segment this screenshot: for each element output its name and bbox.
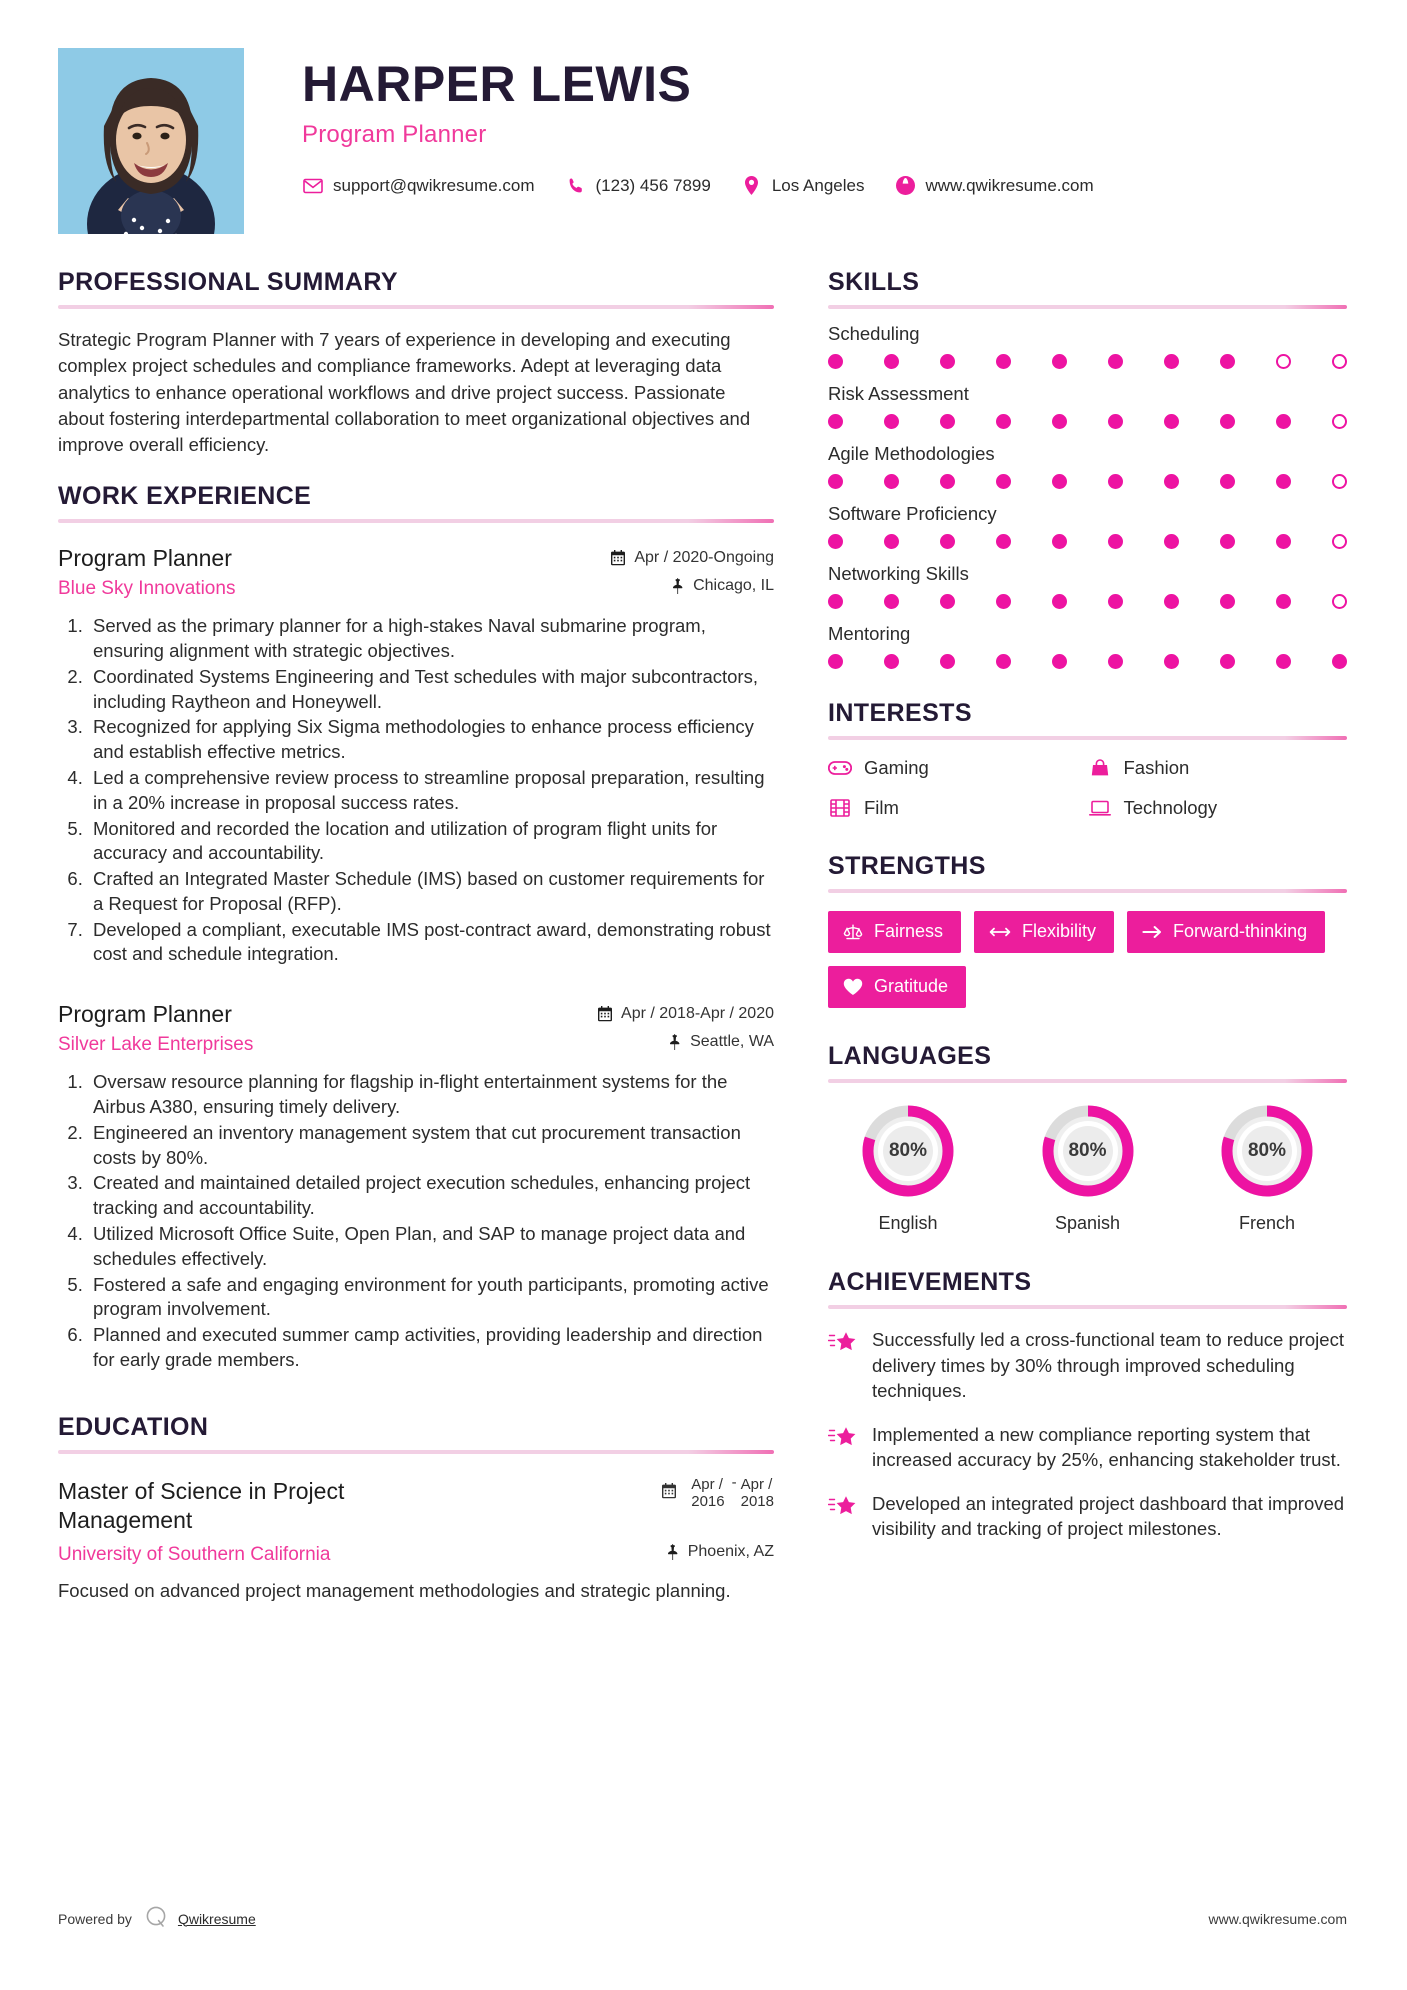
section-divider (828, 736, 1347, 740)
section-languages (828, 1042, 1347, 1234)
strength-label: Gratitude (874, 976, 949, 996)
achievements-list (828, 1327, 1347, 1542)
section-skills (828, 268, 1347, 669)
bullet-item: 2. Coordinated Systems Engineering and Test schedules with major subcontractors, including Raytheon and Honeywell. (88, 665, 774, 715)
section-interests (828, 699, 1347, 820)
achievement-text: Successfully led a cross-functional team to reduce project delivery times by 30% through improved scheduling techniques. (872, 1329, 1344, 1402)
strengths-heading: STRENGTHS (828, 852, 986, 880)
work-dates (597, 1005, 774, 1023)
skill-rating-dots (828, 474, 1347, 489)
work-job-title: Program Planner (58, 545, 232, 572)
skill-dot-filled (828, 654, 843, 669)
skill-row (828, 623, 1347, 669)
bullet-item: 7. Developed a compliant, executable IMS post-contract award, demonstrating robust cost and schedule integration. (88, 918, 774, 968)
left-column (58, 268, 828, 1628)
skill-dot-filled (1276, 534, 1291, 549)
handbag-icon (1088, 756, 1112, 780)
contact-website[interactable] (894, 175, 1093, 197)
skill-dot-filled (996, 354, 1011, 369)
section-divider (58, 519, 774, 523)
page-title: HARPER LEWIS (302, 56, 692, 112)
pin-icon (668, 1034, 682, 1050)
skill-dot-filled (828, 414, 843, 429)
achievement-text: Implemented a new compliance reporting system that increased accuracy by 25%, enhancing stakeholder trust. (872, 1423, 1341, 1471)
right-column (828, 268, 1347, 1566)
star-icon (828, 1491, 862, 1542)
skill-dot-filled (1220, 594, 1235, 609)
skill-dot-filled (1108, 534, 1123, 549)
skill-dot-filled (940, 414, 955, 429)
contact-row (302, 175, 1347, 197)
laptop-icon (1088, 796, 1112, 820)
strength-label: Forward-thinking (1173, 921, 1308, 941)
bullet-item: 4. Led a comprehensive review process to streamline proposal preparation, resulting in a 20% increase in proposal success rates. (88, 766, 774, 816)
skill-rating-dots (828, 354, 1347, 369)
skill-dot-filled (884, 354, 899, 369)
header-text-block (244, 48, 1347, 197)
skill-rating-dots (828, 594, 1347, 609)
skill-dot-filled (996, 594, 1011, 609)
strength-label: Fairness (874, 921, 944, 941)
skill-dot-filled (884, 534, 899, 549)
qwikresume-link[interactable]: Qwikresume (177, 1910, 256, 1927)
skill-rating-dots (828, 414, 1347, 429)
languages-list (828, 1101, 1347, 1234)
skill-dot-filled (1276, 654, 1291, 669)
bullet-item: 1. Served as the primary planner for a high-stakes Naval submarine program, ensuring alignment with strategic objectives. (88, 614, 774, 664)
qwikresume-logo-icon (144, 1905, 168, 1932)
skill-dot-filled (940, 354, 955, 369)
contact-website-text: www.qwikresume.com (925, 175, 1094, 195)
skill-dot-filled (1220, 414, 1235, 429)
skills-heading: SKILLS (828, 268, 920, 296)
section-professional-summary (58, 268, 774, 458)
skill-dot-empty (1332, 594, 1347, 609)
summary-heading: PROFESSIONAL SUMMARY (58, 268, 398, 296)
skill-row (828, 323, 1347, 369)
work-location-text: Chicago, IL (693, 577, 774, 595)
skill-row (828, 443, 1347, 489)
language-name: French (1238, 1213, 1296, 1233)
language-name: English (878, 1213, 938, 1233)
skill-dot-filled (884, 654, 899, 669)
work-company: Blue Sky Innovations (58, 578, 236, 600)
skill-dot-filled (884, 474, 899, 489)
bullet-item: 1. Oversaw resource planning for flagship in-flight entertainment systems for the Airbus A380, ensuring timely delivery. (88, 1070, 774, 1120)
work-bullet-list (58, 614, 774, 967)
skill-dot-filled (1052, 354, 1067, 369)
skill-dot-filled (828, 594, 843, 609)
strength-label: Flexibility (1022, 921, 1097, 941)
skill-dot-filled (1108, 474, 1123, 489)
interest-fashion (1088, 756, 1348, 780)
skill-label: Scheduling (828, 323, 920, 344)
skill-dot-filled (940, 534, 955, 549)
calendar-icon (661, 1483, 677, 1504)
summary-text: Strategic Program Planner with 7 years of experience in developing and executing complex project schedules and compliance frameworks. Adept at leveraging data analytics to enhance operational workflows and drive project success. Passionate about fostering interdepartmental collaboration to meet organizational objectives and improve overall efficiency. (58, 329, 751, 456)
language-donut-chart (1038, 1101, 1138, 1201)
skill-dot-filled (1108, 414, 1123, 429)
skill-rating-dots (828, 534, 1347, 549)
bullet-item: 5. Fostered a safe and engaging environment for youth participants, promoting active program involvement. (88, 1273, 774, 1323)
bullet-item: 3. Created and maintained detailed project execution schedules, enhancing project tracking and accountability. (88, 1171, 774, 1221)
job-role-subtitle: Program Planner (302, 120, 487, 148)
section-education (58, 1413, 774, 1605)
work-location-text: Seattle, WA (690, 1033, 774, 1051)
skill-row (828, 563, 1347, 609)
skill-dot-filled (1220, 354, 1235, 369)
bullet-item: 3. Recognized for applying Six Sigma methodologies to enhance process efficiency and establish effective metrics. (88, 715, 774, 765)
work-heading: WORK EXPERIENCE (58, 482, 312, 511)
education-end-date (741, 1476, 774, 1511)
bullet-item: 4. Utilized Microsoft Office Suite, Open Plan, and SAP to manage project data and schedules effectively. (88, 1222, 774, 1272)
pin-icon (666, 1544, 680, 1560)
strength-chip-forward-thinking (1127, 911, 1325, 953)
skill-label: Risk Assessment (828, 383, 969, 404)
education-description: Focused on advanced project management methodologies and strategic planning. (58, 1580, 731, 1602)
footer-website: www.qwikresume.com (1208, 1910, 1347, 1927)
language-percent: 80% (1068, 1140, 1107, 1161)
skill-dot-filled (828, 474, 843, 489)
work-dates (610, 549, 774, 567)
skill-dot-filled (884, 594, 899, 609)
star-icon (828, 1422, 862, 1473)
education-end-month: Apr / (740, 1475, 773, 1493)
skill-dot-filled (1164, 654, 1179, 669)
section-divider (828, 1305, 1347, 1309)
skill-dot-filled (1052, 474, 1067, 489)
pin-icon (671, 578, 685, 594)
skill-dot-empty (1332, 414, 1347, 429)
resume-header (0, 0, 1407, 234)
education-start-year: 2016 (691, 1493, 725, 1511)
achievement-item (828, 1491, 1347, 1542)
skill-dot-filled (1276, 414, 1291, 429)
skill-dot-filled (1164, 414, 1179, 429)
skill-dot-filled (1108, 354, 1123, 369)
section-divider (828, 1079, 1347, 1083)
gamepad-icon (828, 756, 852, 780)
language-name: Spanish (1054, 1213, 1121, 1233)
interest-gaming (828, 756, 1088, 780)
resume-body (0, 234, 1407, 1628)
skill-label: Mentoring (828, 623, 911, 644)
work-entry (58, 1001, 774, 1372)
bullet-item: 2. Engineered an inventory management system that cut procurement transaction costs by 80%. (88, 1121, 774, 1171)
skill-dot-filled (1164, 594, 1179, 609)
achievement-text: Developed an integrated project dashboard that improved visibility and tracking of project milestones. (872, 1492, 1345, 1540)
skill-dot-empty (1276, 354, 1291, 369)
achievements-heading: ACHIEVEMENTS (828, 1268, 1032, 1296)
contact-phone-text: (123) 456 7899 (595, 175, 711, 195)
languages-heading: LANGUAGES (828, 1042, 992, 1070)
work-entry (58, 545, 774, 967)
contact-location[interactable] (741, 175, 865, 197)
work-job-title: Program Planner (58, 1001, 232, 1028)
strength-chip-fairness (828, 911, 961, 953)
interest-label: Gaming (864, 757, 929, 778)
arrows-lr-icon (989, 925, 1011, 939)
skill-dot-filled (1276, 474, 1291, 489)
skill-dot-filled (940, 594, 955, 609)
skill-dot-filled (996, 534, 1011, 549)
bullet-item: 6. Planned and executed summer camp activities, providing leadership and direction for early grade members. (88, 1323, 774, 1373)
education-degree: Master of Science in Project Management (58, 1477, 345, 1533)
section-work-experience (58, 482, 774, 1372)
skill-rating-dots (828, 654, 1347, 669)
arrow-right-icon (1142, 925, 1162, 939)
skill-dot-filled (1164, 354, 1179, 369)
section-divider (828, 305, 1347, 309)
skill-dot-filled (884, 414, 899, 429)
globe-icon (894, 175, 916, 197)
location-icon (741, 175, 763, 197)
education-start-month: Apr / (691, 1475, 723, 1493)
skill-dot-filled (1220, 654, 1235, 669)
interest-label: Technology (1123, 797, 1218, 818)
phone-icon (565, 175, 587, 197)
skill-dot-filled (1332, 654, 1347, 669)
education-school: University of Southern California (58, 1544, 331, 1566)
powered-by-label: Powered by (58, 1910, 132, 1927)
contact-phone[interactable] (565, 175, 711, 197)
skill-label: Software Proficiency (828, 503, 997, 524)
page-footer (58, 1905, 1347, 1932)
language-donut-chart (858, 1101, 958, 1201)
skill-dot-filled (1052, 594, 1067, 609)
education-entry (58, 1476, 774, 1605)
language-item (828, 1101, 988, 1234)
strengths-chip-list (828, 911, 1347, 1008)
contact-email-text: support@qwikresume.com (333, 175, 535, 195)
section-divider (828, 889, 1347, 893)
language-item (1187, 1101, 1347, 1234)
work-dates-text: Apr / 2020-Ongoing (634, 549, 774, 567)
skill-dot-filled (1220, 474, 1235, 489)
contact-email[interactable] (302, 175, 535, 197)
skill-dot-filled (996, 474, 1011, 489)
interest-label: Fashion (1123, 757, 1190, 778)
skill-dot-filled (1052, 534, 1067, 549)
work-location (668, 1033, 774, 1051)
bullet-item: 5. Monitored and recorded the location and utilization of program flight units for accuracy and accountability. (88, 817, 774, 867)
education-dates (661, 1476, 774, 1511)
skill-row (828, 503, 1347, 549)
skill-dot-filled (1276, 594, 1291, 609)
star-icon (828, 1327, 862, 1404)
calendar-icon (610, 550, 626, 566)
footer-brand-block (58, 1905, 256, 1932)
interest-label: Film (864, 797, 899, 818)
skill-label: Networking Skills (828, 563, 969, 584)
work-bullet-list (58, 1070, 774, 1372)
skill-dot-empty (1332, 534, 1347, 549)
achievement-item (828, 1327, 1347, 1404)
heart-icon (843, 978, 863, 996)
work-dates-text: Apr / 2018-Apr / 2020 (621, 1005, 774, 1023)
skill-dot-empty (1332, 354, 1347, 369)
skill-dot-filled (940, 474, 955, 489)
skill-dot-empty (1332, 474, 1347, 489)
education-end-year: 2018 (740, 1493, 774, 1511)
skills-list (828, 323, 1347, 669)
strength-chip-flexibility (974, 911, 1114, 953)
education-location (666, 1543, 774, 1561)
skill-dot-filled (940, 654, 955, 669)
skill-dot-filled (1220, 534, 1235, 549)
skill-dot-filled (1108, 654, 1123, 669)
education-start-date (691, 1476, 724, 1511)
language-donut-chart (1217, 1101, 1317, 1201)
interests-heading: INTERESTS (828, 699, 972, 727)
work-location (671, 577, 774, 595)
interests-grid (828, 756, 1347, 820)
work-company: Silver Lake Enterprises (58, 1034, 254, 1056)
achievement-item (828, 1422, 1347, 1473)
education-heading: EDUCATION (58, 1412, 209, 1441)
language-percent: 80% (888, 1140, 928, 1161)
email-icon (302, 175, 324, 197)
skill-dot-filled (996, 414, 1011, 429)
interest-technology (1088, 796, 1348, 820)
section-achievements (828, 1268, 1347, 1542)
language-item (1008, 1101, 1168, 1234)
calendar-icon (597, 1006, 613, 1022)
skill-dot-filled (828, 354, 843, 369)
scales-icon (843, 923, 863, 941)
profile-photo (58, 48, 244, 234)
bullet-item: 6. Crafted an Integrated Master Schedule (IMS) based on customer requirements for a Request for Proposal (RFP). (88, 867, 774, 917)
skill-row (828, 383, 1347, 429)
interest-film (828, 796, 1088, 820)
skill-dot-filled (1052, 654, 1067, 669)
skill-dot-filled (1164, 474, 1179, 489)
section-divider (58, 1450, 774, 1454)
section-strengths (828, 852, 1347, 1008)
skill-dot-filled (1164, 534, 1179, 549)
contact-location-text: Los Angeles (771, 175, 865, 195)
skill-dot-filled (1108, 594, 1123, 609)
strength-chip-gratitude (828, 966, 966, 1008)
section-divider (58, 305, 774, 309)
skill-dot-filled (828, 534, 843, 549)
education-location-text: Phoenix, AZ (687, 1543, 774, 1561)
film-icon (828, 796, 852, 820)
skill-dot-filled (996, 654, 1011, 669)
skill-dot-filled (1052, 414, 1067, 429)
language-percent: 80% (1247, 1140, 1287, 1161)
skill-label: Agile Methodologies (828, 443, 995, 464)
